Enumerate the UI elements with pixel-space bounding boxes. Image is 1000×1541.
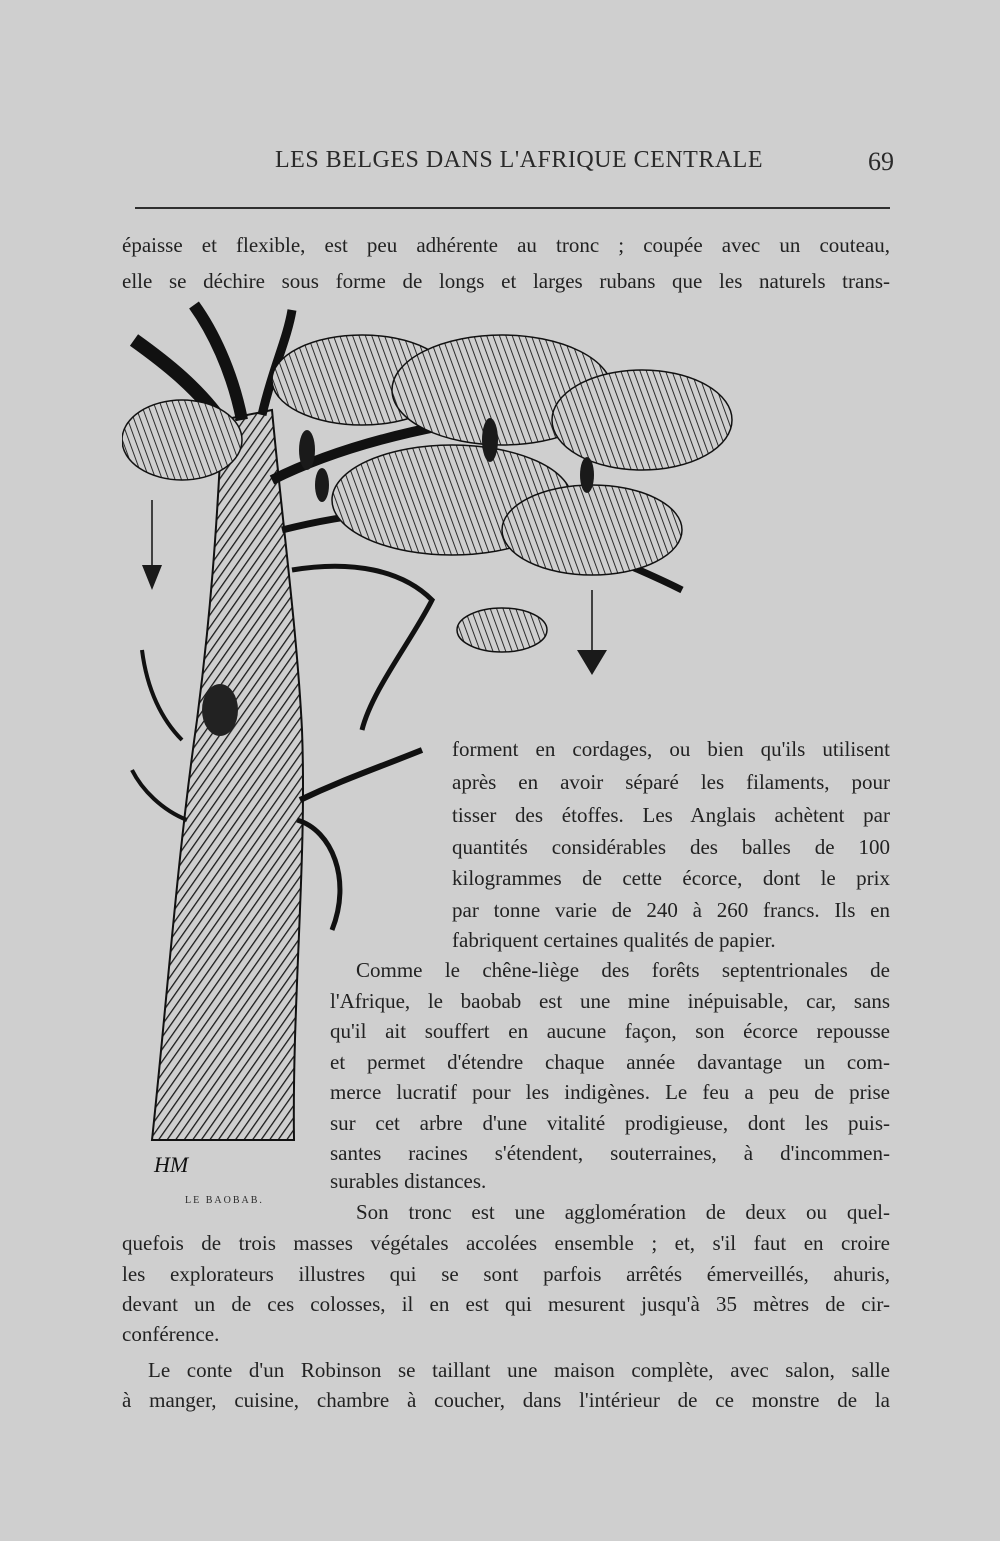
text-line: Son tronc est une agglomération de deux ou quel- [356,1200,890,1224]
text-line: et permet d'étendre chaque année davantage un com- [330,1050,890,1074]
header-rule [135,207,890,209]
text-line: à manger, cuisine, chambre à coucher, dans l'intérieur de ce monstre de la [122,1388,890,1412]
text-line: Le conte d'un Robinson se taillant une maison complète, avec salon, salle [148,1358,890,1382]
text-line: devant un de ces colosses, il en est qui mesurent jusqu'à 35 mètres de cir- [122,1292,890,1316]
running-title: LES BELGES DANS L'AFRIQUE CENTRALE [275,147,763,173]
text-line: par tonne varie de 240 à 260 francs. Ils en [452,898,890,922]
text-line: forment en cordages, ou bien qu'ils utilisent [452,737,890,761]
text-line: quefois de trois masses végétales accolées ensemble ; et, s'il faut en croire [122,1231,890,1255]
text-line: qu'il ait souffert en aucune façon, son écorce repousse [330,1019,890,1043]
text-line: santes racines s'étendent, souterraines, à d'incommen- [330,1141,890,1165]
text-line: épaisse et flexible, est peu adhérente au tronc ; coupée avec un couteau, [122,233,890,257]
text-line: surables distances. [330,1169,487,1193]
text-line: quantités considérables des balles de 100 [452,835,890,859]
text-line: les explorateurs illustres qui se sont parfois arrêtés émerveillés, ahuris, [122,1262,890,1286]
page-number: 69 [868,147,894,176]
text-line: l'Afrique, le baobab est une mine inépuisable, car, sans [330,989,890,1013]
text-line: merce lucratif pour les indigènes. Le feu a peu de prise [330,1080,890,1104]
engraver-monogram: HM [154,1152,189,1177]
text-line: fabriquent certaines qualités de papier. [452,928,776,952]
text-line: sur cet arbre d'une vitalité prodigieuse, dont les puis- [330,1111,890,1135]
text-line: kilogrammes de cette écorce, dont le prix [452,866,890,890]
figure-caption: LE BAOBAB. [185,1195,264,1206]
text-line: elle se déchire sous forme de longs et larges rubans que les naturels trans- [122,269,890,293]
text-line: Comme le chêne-liège des forêts septentrionales de [356,958,890,982]
text-line: après en avoir séparé les filaments, pour [452,770,890,794]
text-line: conférence. [122,1322,220,1346]
text-line: tisser des étoffes. Les Anglais achètent par [452,803,890,827]
